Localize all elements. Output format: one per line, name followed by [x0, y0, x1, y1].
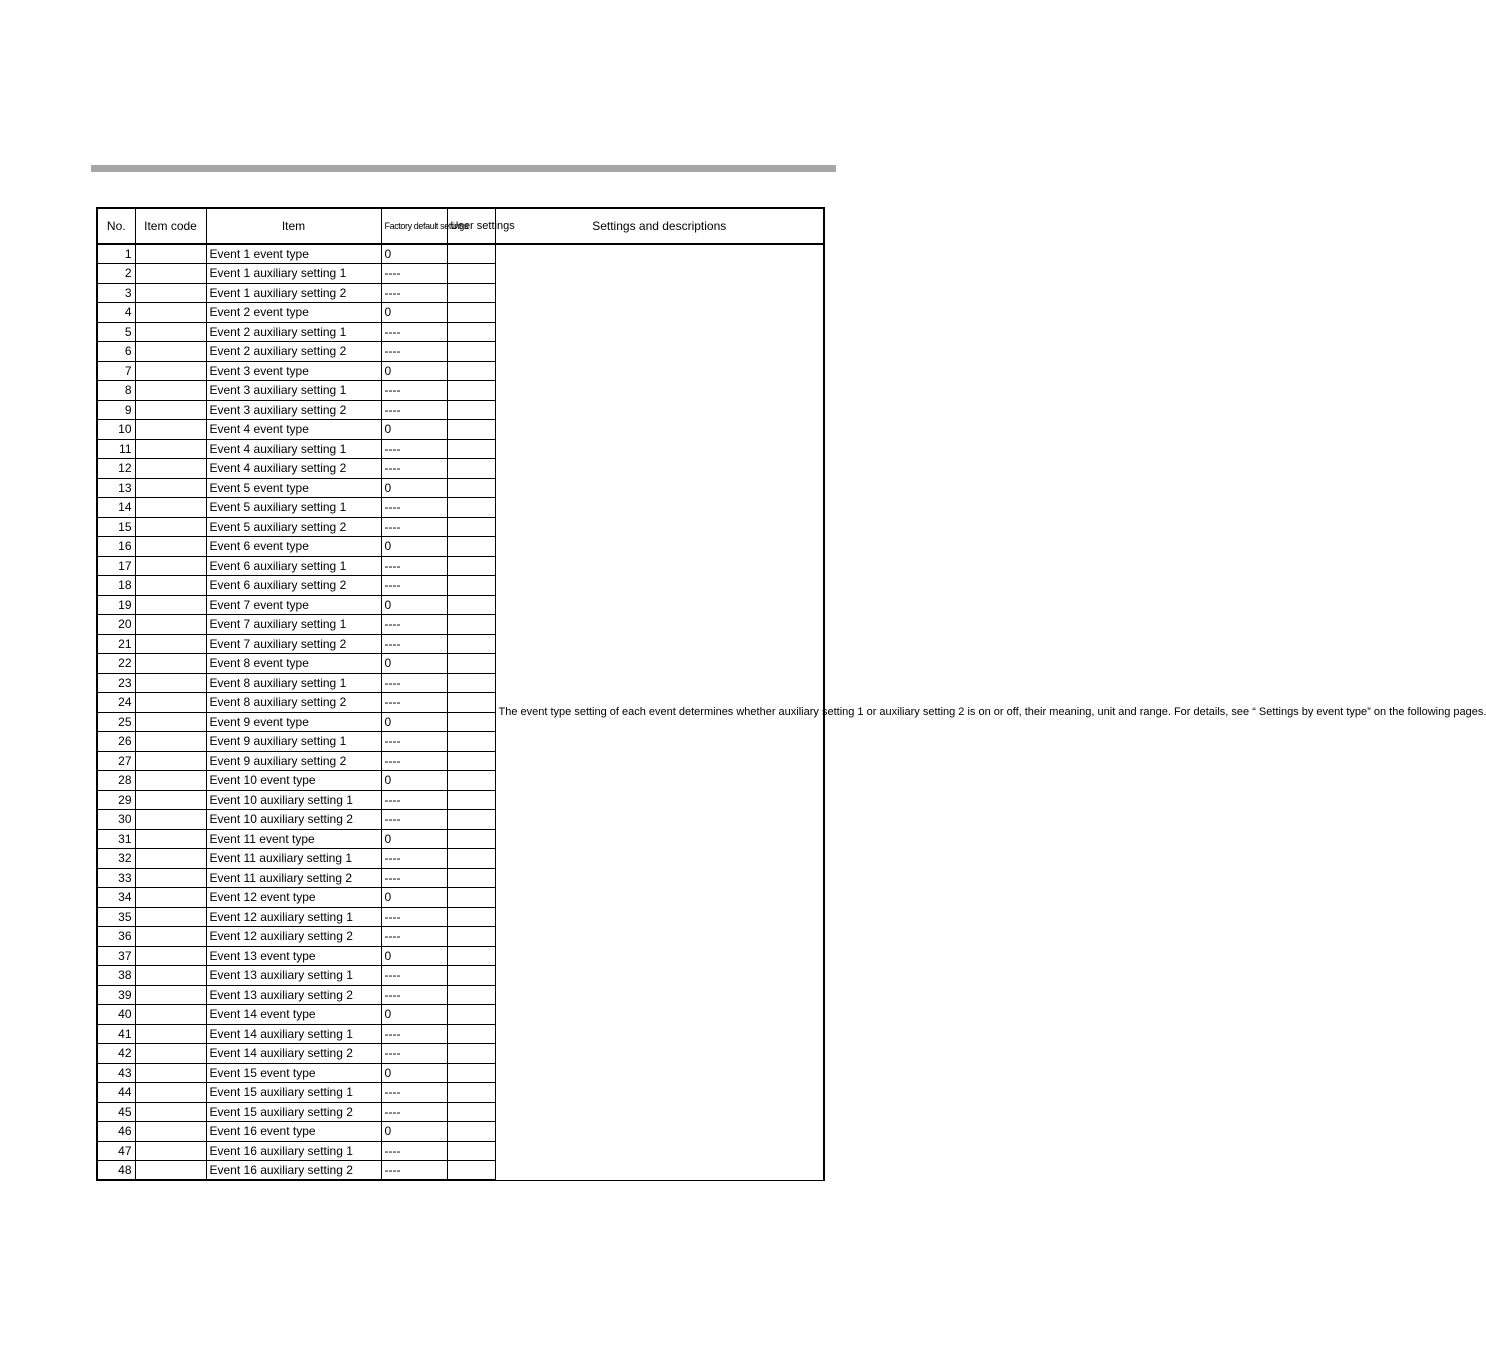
- row-user-setting: [447, 751, 495, 771]
- row-number: 47: [97, 1141, 135, 1161]
- row-item-name: Event 16 event type: [206, 1122, 381, 1142]
- row-item-name: Event 3 auxiliary setting 2: [206, 400, 381, 420]
- row-factory-default: 0: [381, 244, 447, 264]
- row-item-code: [135, 576, 206, 596]
- row-item-code: [135, 556, 206, 576]
- row-user-setting: [447, 381, 495, 401]
- row-item-name: Event 14 event type: [206, 1005, 381, 1025]
- row-item-code: [135, 907, 206, 927]
- row-user-setting: [447, 1141, 495, 1161]
- row-number: 27: [97, 751, 135, 771]
- row-number: 45: [97, 1102, 135, 1122]
- row-item-name: Event 8 event type: [206, 654, 381, 674]
- row-factory-default: ----: [381, 439, 447, 459]
- row-item-code: [135, 1005, 206, 1025]
- row-number: 13: [97, 478, 135, 498]
- row-factory-default: 0: [381, 1122, 447, 1142]
- row-user-setting: [447, 537, 495, 557]
- row-user-setting: [447, 498, 495, 518]
- row-item-code: [135, 654, 206, 674]
- row-factory-default: 0: [381, 478, 447, 498]
- row-item-name: Event 6 event type: [206, 537, 381, 557]
- row-item-name: Event 1 event type: [206, 244, 381, 264]
- row-item-name: Event 1 auxiliary setting 2: [206, 283, 381, 303]
- row-number: 41: [97, 1024, 135, 1044]
- settings-description: The event type setting of each event determines whether auxiliary setting 1 or auxiliary setting 2 is on or off, their meaning, unit and range. For details, see “ Settings by event type” on the following pages.: [495, 244, 824, 1180]
- row-user-setting: [447, 478, 495, 498]
- row-item-code: [135, 303, 206, 323]
- row-item-name: Event 15 event type: [206, 1063, 381, 1083]
- row-factory-default: ----: [381, 342, 447, 362]
- row-item-name: Event 12 auxiliary setting 2: [206, 927, 381, 947]
- row-user-setting: [447, 771, 495, 791]
- row-factory-default: ----: [381, 790, 447, 810]
- row-number: 9: [97, 400, 135, 420]
- row-number: 33: [97, 868, 135, 888]
- row-factory-default: ----: [381, 1083, 447, 1103]
- row-item-name: Event 4 auxiliary setting 2: [206, 459, 381, 479]
- row-item-code: [135, 985, 206, 1005]
- row-number: 2: [97, 264, 135, 284]
- row-item-code: [135, 361, 206, 381]
- row-number: 10: [97, 420, 135, 440]
- row-user-setting: [447, 849, 495, 869]
- row-factory-default: 0: [381, 888, 447, 908]
- row-factory-default: 0: [381, 829, 447, 849]
- row-factory-default: ----: [381, 673, 447, 693]
- row-item-name: Event 16 auxiliary setting 2: [206, 1161, 381, 1181]
- row-factory-default: ----: [381, 556, 447, 576]
- row-factory-default: ----: [381, 1141, 447, 1161]
- row-user-setting: [447, 634, 495, 654]
- header-item: Item: [206, 208, 381, 244]
- row-factory-default: 0: [381, 420, 447, 440]
- row-user-setting: [447, 361, 495, 381]
- row-item-code: [135, 751, 206, 771]
- row-item-name: Event 9 auxiliary setting 2: [206, 751, 381, 771]
- row-item-name: Event 9 auxiliary setting 1: [206, 732, 381, 752]
- row-factory-default: ----: [381, 985, 447, 1005]
- table-header-row: [97, 208, 824, 244]
- row-number: 26: [97, 732, 135, 752]
- row-item-name: Event 5 event type: [206, 478, 381, 498]
- row-number: 4: [97, 303, 135, 323]
- row-number: 43: [97, 1063, 135, 1083]
- row-factory-default: 0: [381, 1005, 447, 1025]
- row-number: 23: [97, 673, 135, 693]
- row-user-setting: [447, 303, 495, 323]
- row-user-setting: [447, 244, 495, 264]
- row-factory-default: ----: [381, 634, 447, 654]
- row-item-code: [135, 1083, 206, 1103]
- table-body: [97, 244, 1486, 1180]
- row-item-name: Event 5 auxiliary setting 1: [206, 498, 381, 518]
- row-number: 12: [97, 459, 135, 479]
- row-item-code: [135, 829, 206, 849]
- row-factory-default: ----: [381, 400, 447, 420]
- row-user-setting: [447, 1161, 495, 1181]
- row-item-code: [135, 342, 206, 362]
- row-item-code: [135, 400, 206, 420]
- row-item-name: Event 8 auxiliary setting 1: [206, 673, 381, 693]
- row-number: 38: [97, 966, 135, 986]
- row-item-name: Event 11 auxiliary setting 2: [206, 868, 381, 888]
- row-item-code: [135, 849, 206, 869]
- row-factory-default: ----: [381, 868, 447, 888]
- row-item-name: Event 7 event type: [206, 595, 381, 615]
- row-number: 19: [97, 595, 135, 615]
- row-factory-default: 0: [381, 537, 447, 557]
- row-user-setting: [447, 927, 495, 947]
- row-number: 25: [97, 712, 135, 732]
- row-user-setting: [447, 264, 495, 284]
- row-item-code: [135, 1024, 206, 1044]
- row-factory-default: 0: [381, 595, 447, 615]
- row-number: 30: [97, 810, 135, 830]
- row-user-setting: [447, 868, 495, 888]
- row-factory-default: ----: [381, 517, 447, 537]
- row-user-setting: [447, 556, 495, 576]
- row-factory-default: ----: [381, 907, 447, 927]
- row-item-name: Event 13 auxiliary setting 1: [206, 966, 381, 986]
- row-item-name: Event 14 auxiliary setting 1: [206, 1024, 381, 1044]
- row-factory-default: ----: [381, 1161, 447, 1181]
- header-rule: [91, 165, 836, 172]
- row-item-code: [135, 732, 206, 752]
- row-user-setting: [447, 693, 495, 713]
- row-item-code: [135, 946, 206, 966]
- row-item-name: Event 7 auxiliary setting 2: [206, 634, 381, 654]
- row-number: 16: [97, 537, 135, 557]
- row-number: 40: [97, 1005, 135, 1025]
- row-item-name: Event 4 auxiliary setting 1: [206, 439, 381, 459]
- header-user-settings: User settings: [447, 208, 495, 244]
- row-factory-default: ----: [381, 966, 447, 986]
- row-user-setting: [447, 322, 495, 342]
- row-item-name: Event 9 event type: [206, 712, 381, 732]
- row-item-name: Event 16 auxiliary setting 1: [206, 1141, 381, 1161]
- row-user-setting: [447, 888, 495, 908]
- row-user-setting: [447, 810, 495, 830]
- row-number: 35: [97, 907, 135, 927]
- row-number: 15: [97, 517, 135, 537]
- row-item-code: [135, 517, 206, 537]
- row-factory-default: ----: [381, 1102, 447, 1122]
- row-user-setting: [447, 576, 495, 596]
- row-item-name: Event 6 auxiliary setting 2: [206, 576, 381, 596]
- row-number: 48: [97, 1161, 135, 1181]
- header-settings-descriptions: Settings and descriptions: [495, 208, 824, 244]
- row-number: 36: [97, 927, 135, 947]
- row-item-code: [135, 322, 206, 342]
- row-user-setting: [447, 1122, 495, 1142]
- row-item-code: [135, 1141, 206, 1161]
- row-user-setting: [447, 1044, 495, 1064]
- row-number: 44: [97, 1083, 135, 1103]
- row-factory-default: ----: [381, 751, 447, 771]
- row-factory-default: 0: [381, 361, 447, 381]
- row-item-code: [135, 537, 206, 557]
- row-factory-default: ----: [381, 459, 447, 479]
- row-item-name: Event 10 auxiliary setting 1: [206, 790, 381, 810]
- row-factory-default: ----: [381, 498, 447, 518]
- row-item-name: Event 15 auxiliary setting 2: [206, 1102, 381, 1122]
- row-user-setting: [447, 732, 495, 752]
- header-no: No.: [97, 208, 135, 244]
- row-item-code: [135, 439, 206, 459]
- row-item-code: [135, 595, 206, 615]
- row-user-setting: [447, 829, 495, 849]
- row-item-code: [135, 459, 206, 479]
- row-item-code: [135, 693, 206, 713]
- row-factory-default: ----: [381, 381, 447, 401]
- row-item-code: [135, 244, 206, 264]
- row-factory-default: ----: [381, 615, 447, 635]
- row-number: 8: [97, 381, 135, 401]
- row-item-code: [135, 966, 206, 986]
- row-item-name: Event 11 event type: [206, 829, 381, 849]
- row-number: 20: [97, 615, 135, 635]
- row-user-setting: [447, 400, 495, 420]
- row-factory-default: 0: [381, 1063, 447, 1083]
- row-item-name: Event 3 event type: [206, 361, 381, 381]
- row-item-code: [135, 478, 206, 498]
- row-factory-default: 0: [381, 946, 447, 966]
- row-factory-default: ----: [381, 927, 447, 947]
- row-user-setting: [447, 712, 495, 732]
- row-number: 39: [97, 985, 135, 1005]
- row-number: 24: [97, 693, 135, 713]
- row-number: 37: [97, 946, 135, 966]
- row-item-code: [135, 498, 206, 518]
- row-item-name: Event 8 auxiliary setting 2: [206, 693, 381, 713]
- header-item-code: Item code: [135, 208, 206, 244]
- row-user-setting: [447, 1024, 495, 1044]
- row-item-name: Event 7 auxiliary setting 1: [206, 615, 381, 635]
- row-user-setting: [447, 439, 495, 459]
- row-item-code: [135, 381, 206, 401]
- row-item-code: [135, 1102, 206, 1122]
- header-factory-default: Factory default settings: [381, 208, 447, 244]
- row-factory-default: ----: [381, 1044, 447, 1064]
- row-item-code: [135, 810, 206, 830]
- row-number: 1: [97, 244, 135, 264]
- row-item-name: Event 3 auxiliary setting 1: [206, 381, 381, 401]
- row-item-code: [135, 1161, 206, 1181]
- row-item-name: Event 11 auxiliary setting 1: [206, 849, 381, 869]
- row-item-code: [135, 634, 206, 654]
- row-user-setting: [447, 985, 495, 1005]
- row-item-name: Event 10 auxiliary setting 2: [206, 810, 381, 830]
- row-number: 11: [97, 439, 135, 459]
- row-user-setting: [447, 1102, 495, 1122]
- row-user-setting: [447, 946, 495, 966]
- row-user-setting: [447, 420, 495, 440]
- row-item-name: Event 12 auxiliary setting 1: [206, 907, 381, 927]
- row-item-code: [135, 712, 206, 732]
- row-user-setting: [447, 459, 495, 479]
- row-item-code: [135, 771, 206, 791]
- row-factory-default: ----: [381, 283, 447, 303]
- row-item-name: Event 1 auxiliary setting 1: [206, 264, 381, 284]
- row-item-name: Event 12 event type: [206, 888, 381, 908]
- row-factory-default: ----: [381, 849, 447, 869]
- row-factory-default: ----: [381, 1024, 447, 1044]
- row-factory-default: 0: [381, 712, 447, 732]
- row-item-name: Event 2 auxiliary setting 2: [206, 342, 381, 362]
- row-user-setting: [447, 673, 495, 693]
- row-factory-default: ----: [381, 264, 447, 284]
- row-number: 14: [97, 498, 135, 518]
- row-item-name: Event 6 auxiliary setting 1: [206, 556, 381, 576]
- row-item-code: [135, 868, 206, 888]
- row-item-code: [135, 673, 206, 693]
- row-factory-default: ----: [381, 576, 447, 596]
- row-user-setting: [447, 595, 495, 615]
- row-item-code: [135, 790, 206, 810]
- row-factory-default: ----: [381, 810, 447, 830]
- row-item-name: Event 13 auxiliary setting 2: [206, 985, 381, 1005]
- row-user-setting: [447, 907, 495, 927]
- row-item-code: [135, 927, 206, 947]
- row-number: 22: [97, 654, 135, 674]
- row-factory-default: 0: [381, 303, 447, 323]
- row-item-code: [135, 420, 206, 440]
- row-number: 6: [97, 342, 135, 362]
- row-item-name: Event 2 event type: [206, 303, 381, 323]
- row-item-name: Event 5 auxiliary setting 2: [206, 517, 381, 537]
- row-user-setting: [447, 615, 495, 635]
- row-number: 32: [97, 849, 135, 869]
- row-number: 46: [97, 1122, 135, 1142]
- row-number: 21: [97, 634, 135, 654]
- row-item-name: Event 10 event type: [206, 771, 381, 791]
- row-item-code: [135, 264, 206, 284]
- row-item-name: Event 4 event type: [206, 420, 381, 440]
- row-number: 34: [97, 888, 135, 908]
- row-user-setting: [447, 654, 495, 674]
- row-factory-default: ----: [381, 732, 447, 752]
- row-item-code: [135, 615, 206, 635]
- row-number: 18: [97, 576, 135, 596]
- row-factory-default: 0: [381, 654, 447, 674]
- row-number: 31: [97, 829, 135, 849]
- row-item-name: Event 13 event type: [206, 946, 381, 966]
- row-number: 42: [97, 1044, 135, 1064]
- row-number: 5: [97, 322, 135, 342]
- row-number: 7: [97, 361, 135, 381]
- table-row: [97, 244, 824, 264]
- row-item-code: [135, 1122, 206, 1142]
- row-user-setting: [447, 517, 495, 537]
- row-item-code: [135, 283, 206, 303]
- row-item-name: Event 2 auxiliary setting 1: [206, 322, 381, 342]
- row-item-code: [135, 1044, 206, 1064]
- row-number: 17: [97, 556, 135, 576]
- row-user-setting: [447, 790, 495, 810]
- event-settings-table: [96, 207, 1486, 1181]
- row-number: 28: [97, 771, 135, 791]
- row-user-setting: [447, 1063, 495, 1083]
- row-factory-default: 0: [381, 771, 447, 791]
- row-item-code: [135, 1063, 206, 1083]
- row-number: 3: [97, 283, 135, 303]
- row-item-name: Event 15 auxiliary setting 1: [206, 1083, 381, 1103]
- row-user-setting: [447, 342, 495, 362]
- row-user-setting: [447, 1005, 495, 1025]
- row-item-code: [135, 888, 206, 908]
- row-user-setting: [447, 283, 495, 303]
- row-item-name: Event 14 auxiliary setting 2: [206, 1044, 381, 1064]
- row-user-setting: [447, 1083, 495, 1103]
- row-number: 29: [97, 790, 135, 810]
- row-factory-default: ----: [381, 693, 447, 713]
- row-user-setting: [447, 966, 495, 986]
- row-factory-default: ----: [381, 322, 447, 342]
